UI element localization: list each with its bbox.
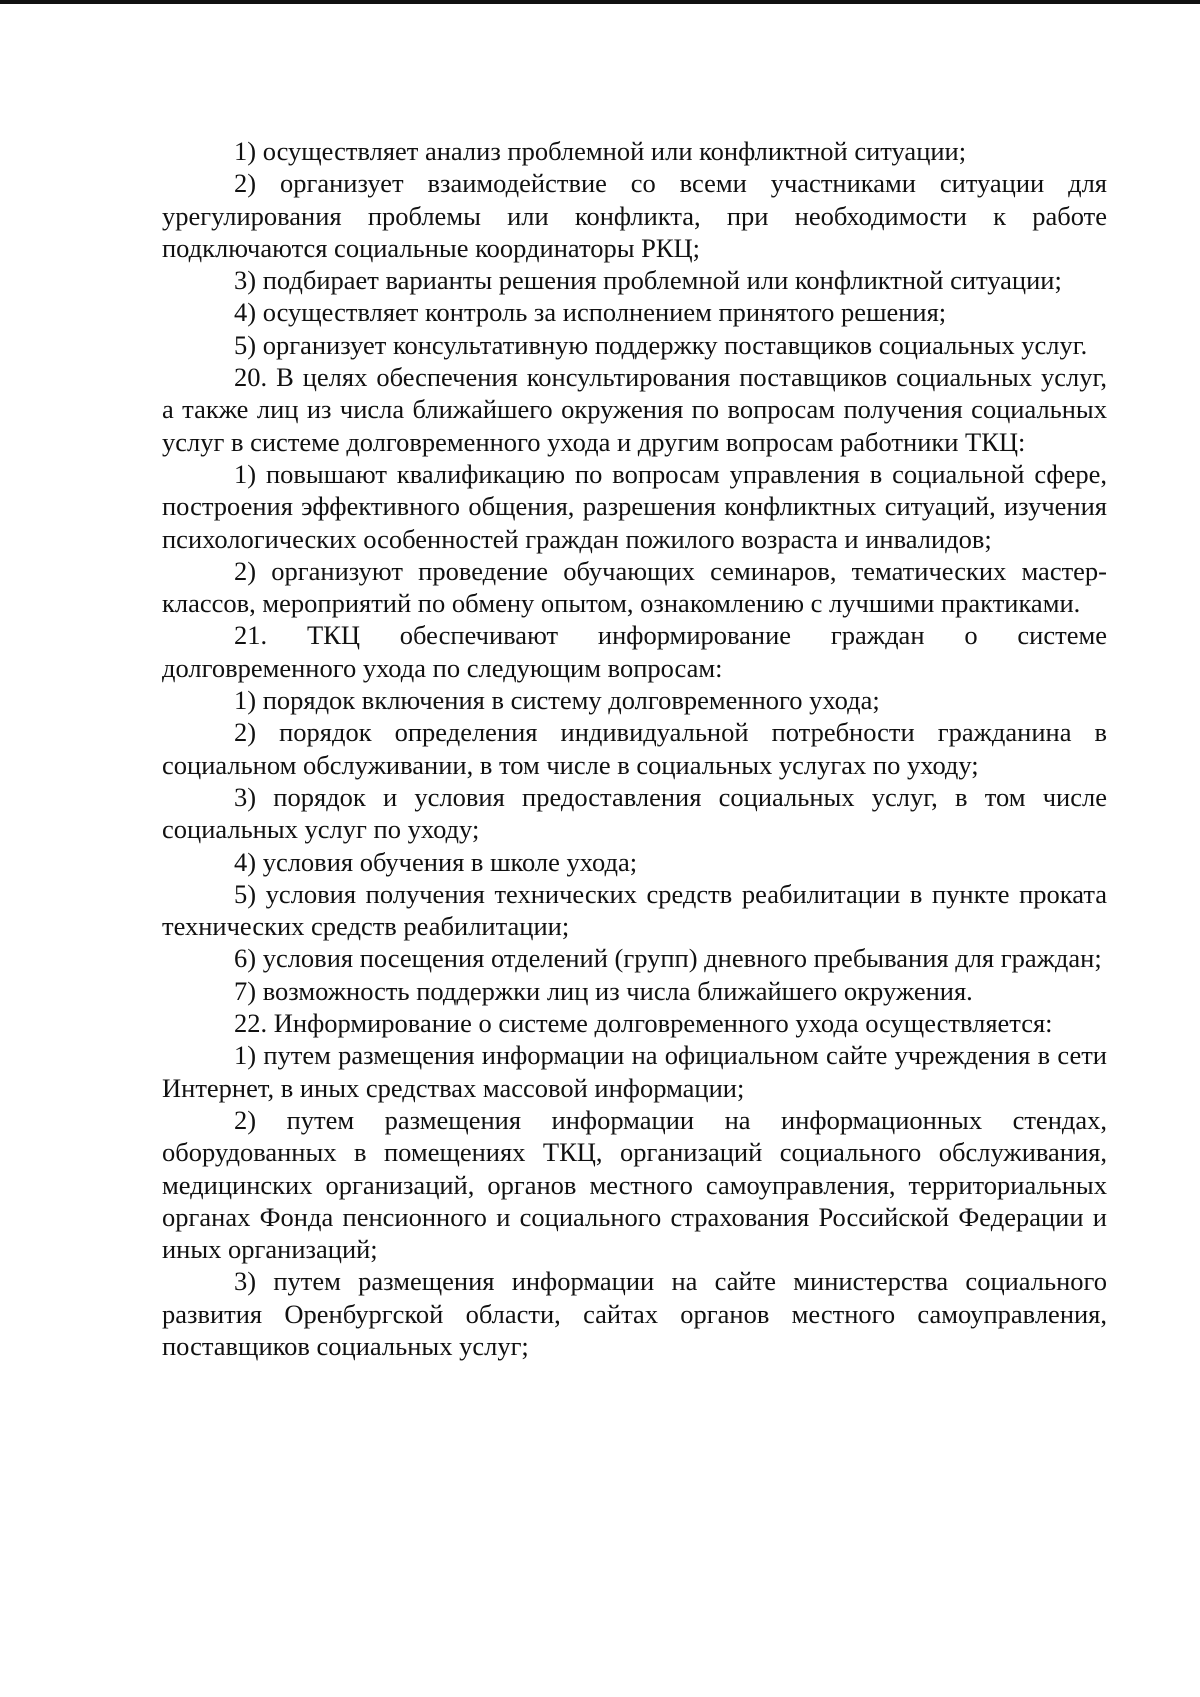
paragraph-clause-21: 21. ТКЦ обеспечивают информирование граждан о системе долговременного ухода по следующим вопросам: <box>162 620 1107 683</box>
paragraph-item-20-1: 1) повышают квалификацию по вопросам управления в социальной сфере, построения эффективного общения, разрешения конфликтных ситуаций, изучения психологических особенностей граждан пожилого возраста и инвалидов; <box>162 458 1107 554</box>
paragraph-item-1: 1) осуществляет анализ проблемной или конфликтной ситуации; <box>234 136 967 166</box>
paragraph-item-5: 5) организует консультативную поддержку поставщиков социальных услуг. <box>234 329 1088 360</box>
paragraph-clause-20: 20. В целях обеспечения консультирования поставщиков социальных услуг, а также лиц из числа ближайшего окружения по вопросам получения социальных услуг в системе долговременного ухода и другим вопросам работники ТКЦ: <box>162 362 1107 457</box>
paragraph-item-21-3: 3) порядок и условия предоставления социальных услуг, в том числе социальных услуг по уходу; <box>162 781 1107 845</box>
paragraph-item-22-2: 2) путем размещения информации на информационных стендах, оборудованных в помещениях ТКЦ, организаций социального обслуживания, медицинских организаций, органов местного самоуправления, территориальных органах Фонда пенсионного и социального страхования Российской Федерации и иных организаций; <box>162 1104 1107 1265</box>
paragraph-item-21-5: 5) условия получения технических средств реабилитации в пункте проката технических средств реабилитации; <box>162 878 1107 942</box>
paragraph-item-20-2: 2) организуют проведение обучающих семинаров, тематических мастер-классов, мероприятий по обмену опытом, ознакомлению с лучшими практиками. <box>162 555 1107 619</box>
paragraph-item-3: 3) подбирает варианты решения проблемной или конфликтной ситуации; <box>234 265 1062 296</box>
scan-top-edge <box>0 0 1200 4</box>
paragraph-item-21-1: 1) порядок включения в систему долговременного ухода; <box>234 685 880 716</box>
document-body <box>162 135 1107 1362</box>
paragraph-clause-22: 22. Информирование о системе долговременного ухода осуществляется: <box>234 1008 1053 1039</box>
paragraph-item-4: 4) осуществляет контроль за исполнением принятого решения; <box>234 297 947 328</box>
paragraph-item-22-1: 1) путем размещения информации на официальном сайте учреждения в сети Интернет, в иных средствах массовой информации; <box>162 1040 1107 1103</box>
paragraph-item-21-4: 4) условия обучения в школе ухода; <box>234 846 638 877</box>
paragraph-item-22-3: 3) путем размещения информации на сайте министерства социального развития Оренбургской области, сайтах органов местного самоуправления, поставщиков социальных услуг; <box>162 1266 1107 1361</box>
paragraph-item-21-7: 7) возможность поддержки лиц из числа ближайшего окружения. <box>234 975 973 1006</box>
paragraph-item-2: 2) организует взаимодействие со всеми участниками ситуации для урегулирования проблемы или конфликта, при необходимости к работе подключаются социальные координаторы РКЦ; <box>162 168 1107 263</box>
paragraph-item-21-2: 2) порядок определения индивидуальной потребности гражданина в социальном обслуживании, в том числе в социальных услугах по уходу; <box>162 717 1107 780</box>
paragraph-item-21-6: 6) условия посещения отделений (групп) дневного пребывания для граждан; <box>234 943 1102 974</box>
